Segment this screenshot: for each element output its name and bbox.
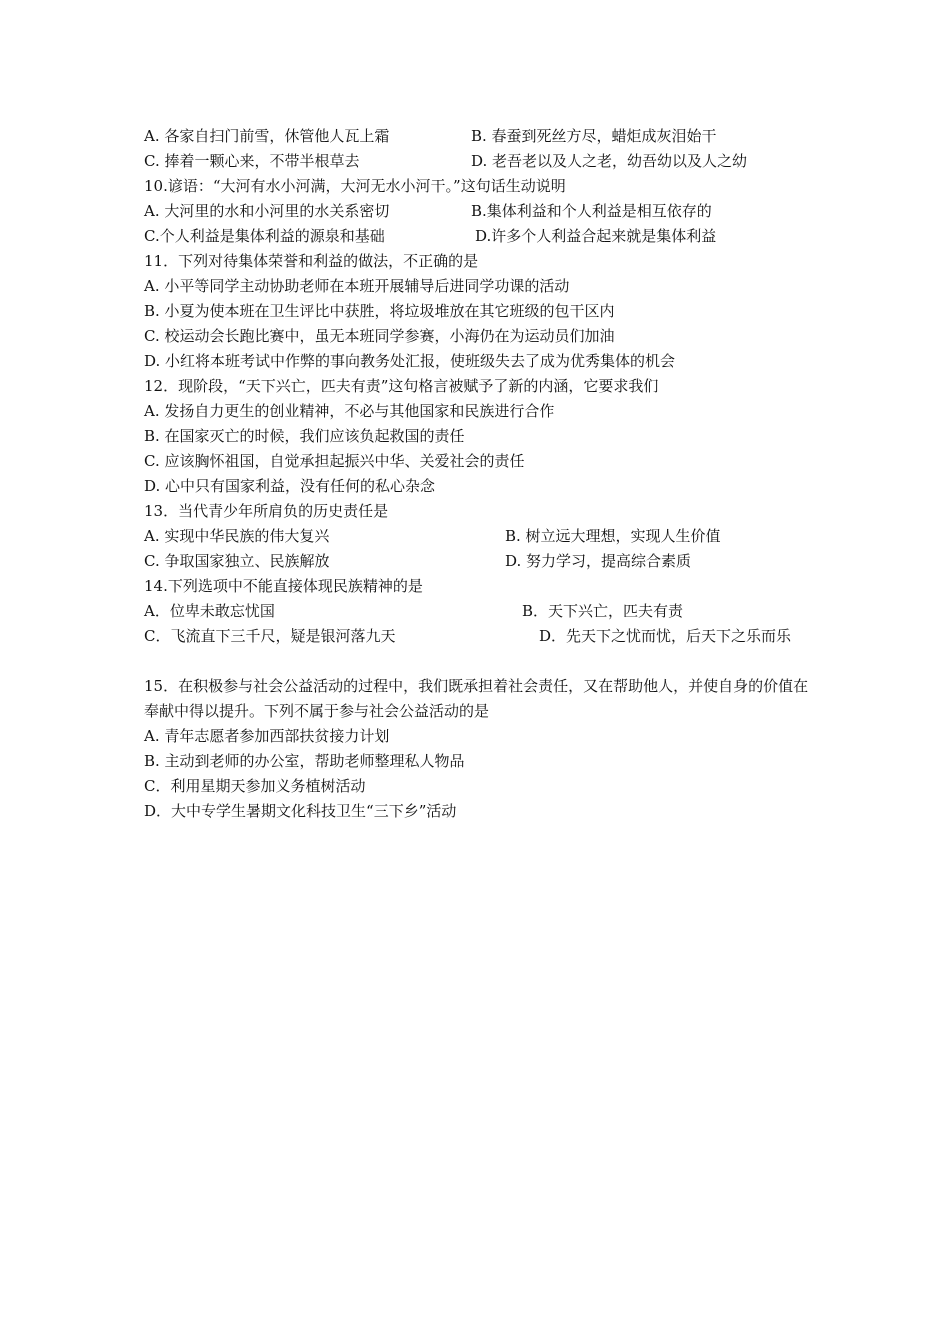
q13-option-b: B. 树立远大理想，实现人生价值: [505, 527, 721, 545]
q11-option-d: D. 小红将本班考试中作弊的事向教务处汇报，使班级失去了成为优秀集体的机会: [144, 352, 676, 370]
q14-option-a: A．位卑未敢忘忧国: [144, 602, 275, 620]
q15-option-a: A. 青年志愿者参加西部扶贫接力计划: [144, 727, 390, 745]
q10-options-row-1: [144, 199, 814, 224]
q10-stem: 10.谚语：“大河有水小河满，大河无水小河干。”这句话生动说明: [144, 177, 566, 195]
q14-stem: 14.下列选项中不能直接体现民族精神的是: [144, 577, 423, 595]
q15-option-d: D．大中专学生暑期文化科技卫生“三下乡”活动: [144, 802, 457, 820]
q13-option-d: D. 努力学习，提高综合素质: [505, 552, 692, 570]
q10-option-b: B.集体利益和个人利益是相互依存的: [471, 202, 712, 220]
q11-option-a: A. 小平等同学主动协助老师在本班开展辅导后进同学功课的活动: [144, 277, 570, 295]
q12-stem: 12．现阶段，“天下兴亡，匹夫有责”这句格言被赋予了新的内涵，它要求我们: [144, 377, 659, 395]
q15-option-c: C．利用星期天参加义务植树活动: [144, 777, 366, 795]
q15-stem: 15．在积极参与社会公益活动的过程中，我们既承担着社会责任，又在帮助他人，并使自身的价值在奉献中得以提升。下列不属于参与社会公益活动的是: [144, 677, 809, 720]
q9-option-d: D. 老吾老以及人之老，幼吾幼以及人之幼: [471, 152, 748, 170]
q14-option-c: C．飞流直下三千尺，疑是银河落九天: [144, 627, 396, 645]
exam-page: [144, 124, 814, 824]
q13-option-a: A. 实现中华民族的伟大复兴: [144, 527, 330, 545]
q14-option-b: B．天下兴亡，匹夫有责: [522, 602, 684, 620]
q10-option-a: A. 大河里的水和小河里的水关系密切: [144, 202, 390, 220]
q10-options-row-2: [144, 224, 814, 249]
q14-options-row-1: [144, 599, 814, 624]
q13-option-c: C. 争取国家独立、民族解放: [144, 552, 330, 570]
q9-option-c: C. 捧着一颗心来，不带半根草去: [144, 152, 360, 170]
q11-option-b: B. 小夏为使本班在卫生评比中获胜，将垃圾堆放在其它班级的包干区内: [144, 302, 615, 320]
q12-option-d: D. 心中只有国家利益，没有任何的私心杂念: [144, 477, 436, 495]
q13-options-row-1: [144, 524, 814, 549]
q11-stem: 11．下列对待集体荣誉和利益的做法，不正确的是: [144, 252, 479, 270]
q13-options-row-2: [144, 549, 814, 574]
q10-option-d: D.许多个人利益合起来就是集体利益: [475, 227, 717, 245]
q9-option-a: A. 各家自扫门前雪，休管他人瓦上霜: [144, 127, 390, 145]
q12-option-b: B. 在国家灭亡的时候，我们应该负起救国的责任: [144, 427, 465, 445]
q9-option-b: B. 春蚕到死丝方尽，蜡炬成灰泪始干: [471, 127, 717, 145]
q14-option-d: D．先天下之忧而忧，后天下之乐而乐: [539, 627, 792, 645]
q11-option-c: C. 校运动会长跑比赛中，虽无本班同学参赛，小海仍在为运动员们加油: [144, 327, 615, 345]
q9-options-row-2: [144, 149, 814, 174]
q13-stem: 13．当代青少年所肩负的历史责任是: [144, 502, 389, 520]
q9-options-row-1: [144, 124, 814, 149]
q12-option-a: A. 发扬自力更生的创业精神，不必与其他国家和民族进行合作: [144, 402, 555, 420]
q10-option-c: C.个人利益是集体利益的源泉和基础: [144, 227, 385, 245]
q15-option-b: B. 主动到老师的办公室，帮助老师整理私人物品: [144, 752, 465, 770]
q12-option-c: C. 应该胸怀祖国，自觉承担起振兴中华、关爱社会的责任: [144, 452, 525, 470]
q14-options-row-2: [144, 624, 814, 674]
